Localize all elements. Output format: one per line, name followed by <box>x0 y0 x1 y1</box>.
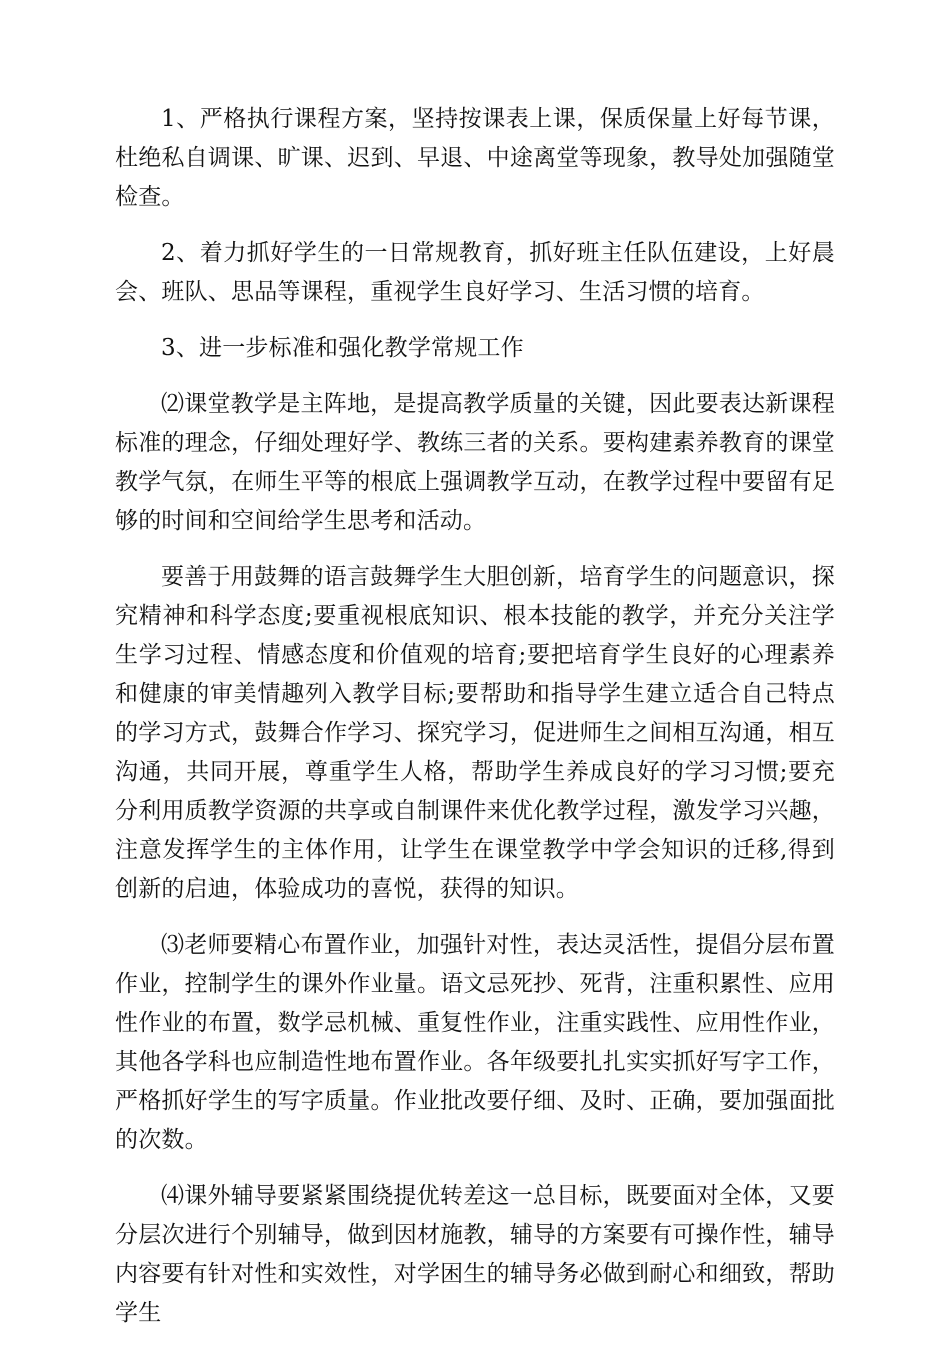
paragraph-3: 3、进一步标准和强化教学常规工作 <box>161 335 524 361</box>
paragraph-2: 2、着力抓好学生的一日常规教育，抓好班主任队伍建设，上好晨会、班队、思品等课程，重视学生良好学习、生活习惯的培育。 <box>115 240 835 305</box>
paragraph-1: 1、严格执行课程方案，坚持按课表上课，保质保量上好每节课，杜绝私自调课、旷课、迟到、早退、中途离堂等现象，教导处加强随堂检查。 <box>115 106 835 210</box>
paragraph-5: 要善于用鼓舞的语言鼓舞学生大胆创新，培育学生的问题意识，探究精神和科学态度;要重视根底知识、根本技能的教学，并充分关注学生学习过程、情感态度和价值观的培育;要把培育学生良好的心理素养和健康的审美情趣列入教学目标;要帮助和指导学生建立适合自己特点的学习方式，鼓舞合作学习、探究学习，促进师生之间相互沟通，相互沟通，共同开展，尊重学生人格，帮助学生养成良好的学习习惯;要充分利用质教学资源的共享或自制课件来优化教学过程，激发学习兴趣，注意发挥学生的主体作用，让学生在课堂教学中学会知识的迁移,得到创新的启迪，体验成功的喜悦，获得的知识。 <box>115 564 835 902</box>
paragraph-6: ⑶老师要精心布置作业，加强针对性，表达灵活性，提倡分层布置作业，控制学生的课外作业量。语文忌死抄、死背，注重积累性、应用性作业的布置，数学忌机械、重复性作业，注重实践性、应用性作业，其他各学科也应制造性地布置作业。各年级要扎扎实实抓好写字工作，严格抓好学生的写字质量。作业批改要仔细、及时、正确，要加强面批的次数。 <box>115 932 835 1153</box>
paragraph-7: ⑷课外辅导要紧紧围绕提优转差这一总目标，既要面对全体，又要分层次进行个别辅导，做到因材施教，辅导的方案要有可操作性，辅导内容要有针对性和实效性，对学困生的辅导务必做到耐心和细致，帮助学生 <box>115 1183 835 1326</box>
paragraph-4: ⑵课堂教学是主阵地，是提高教学质量的关键，因此要表达新课程标准的理念，仔细处理好学、教练三者的关系。要构建素养教育的课堂教学气氛，在师生平等的根底上强调教学互动，在教学过程中要留有足够的时间和空间给学生思考和活动。 <box>115 391 835 534</box>
document-page <box>115 100 835 1350</box>
